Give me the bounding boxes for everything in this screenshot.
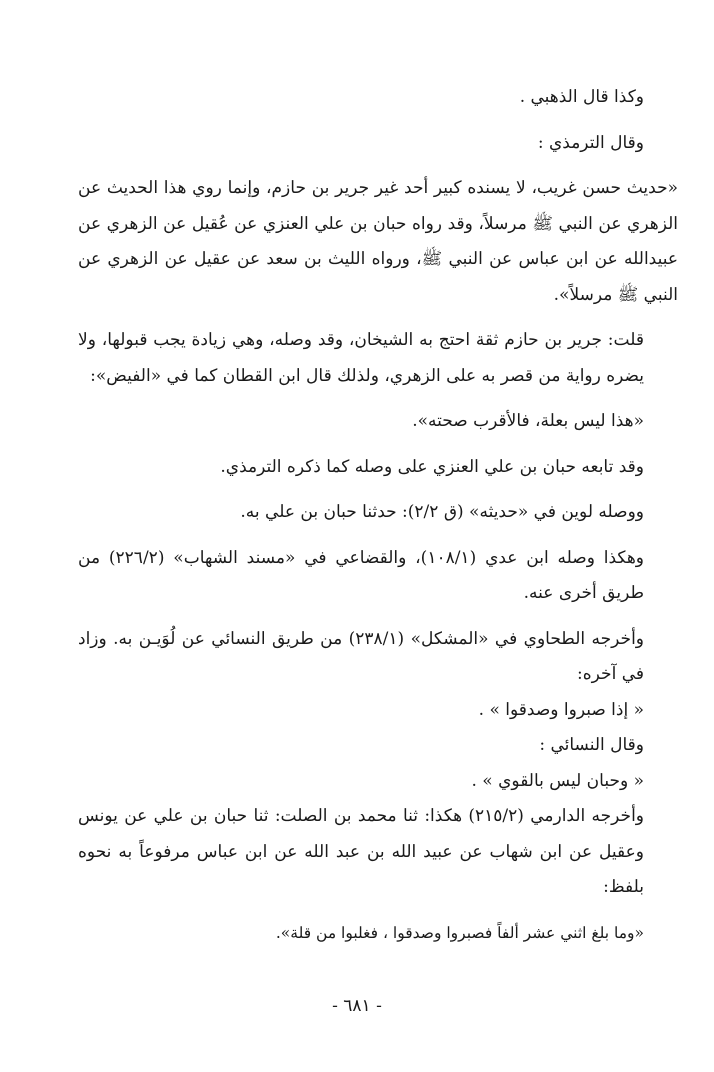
quote-ibn-qattan: «هذا ليس بعلة، فالأقرب صحته». [412, 411, 644, 431]
paragraph-tirmidhi-said: وقال الترمذي : [537, 132, 644, 153]
page-number: - ٦٨١ - [332, 996, 382, 1016]
page-body [78, 80, 678, 951]
paragraph-author-comment: قلت: جرير بن حازم ثقة احتج به الشيخان، وقد وصله، وهي زيادة يجب قبولها، ولا يضره رواية من قصر به على الزهري، ولذلك قال ابن القطان كما في «الفيض»: [78, 330, 644, 386]
paragraph-luwayn: ووصله لوين في «حديثه» (ق ٢/٢): حدثنا حبان بن علي به. [240, 502, 644, 522]
paragraph-ibn-adi: وهكذا وصله ابن عدي (١٠٨/١)، والقضاعي في «مسند الشهاب» (٢٢٦/٢) من طريق أخرى عنه. [78, 547, 644, 603]
paragraph-nasai-said: وقال النسائي : [539, 735, 644, 755]
quote-addition: « إذا صبروا وصدقوا » . [478, 699, 644, 720]
paragraph-hibban-follow: وقد تابعه حبان بن علي العنزي على وصله كما ذكره الترمذي. [220, 456, 644, 477]
quote-tirmidhi: «حديث حسن غريب، لا يسنده كبير أحد غير جرير بن حازم، وإنما روي هذا الحديث عن الزهري عن النبي ﷺ مرسلاً، وقد رواه حبان بن علي العنزي عن عُقيل عن الزهري عن عبيدالله عن ابن عباس عن النبي ﷺ، ورواه الليث بن سعد عن عقيل عن الزهري عن النبي ﷺ مرسلاً». [78, 178, 678, 305]
quote-darimi-wording: «وما بلغ اثني عشر ألفاً فصبروا وصدقوا ، فغلبوا من قلة». [275, 923, 644, 942]
paragraph-dhahabi: وكذا قال الذهبي . [519, 87, 644, 107]
paragraph-tahawi: وأخرجه الطحاوي في «المشكل» (٢٣٨/١) من طريق النسائي عن لُوَيـن به. وزاد في آخره: [78, 628, 644, 684]
paragraph-darimi: وأخرجه الدارمي (٢١٥/٢) هكذا: ثنا محمد بن الصلت: ثنا حبان بن علي عن يونس وعقيل عن ابن شهاب عن عبيد الله بن عبد الله عن ابن عباس مرفوعاً به نحوه بلفظ: [78, 806, 645, 897]
quote-nasai: « وحبان ليس بالقوي » . [471, 770, 644, 791]
